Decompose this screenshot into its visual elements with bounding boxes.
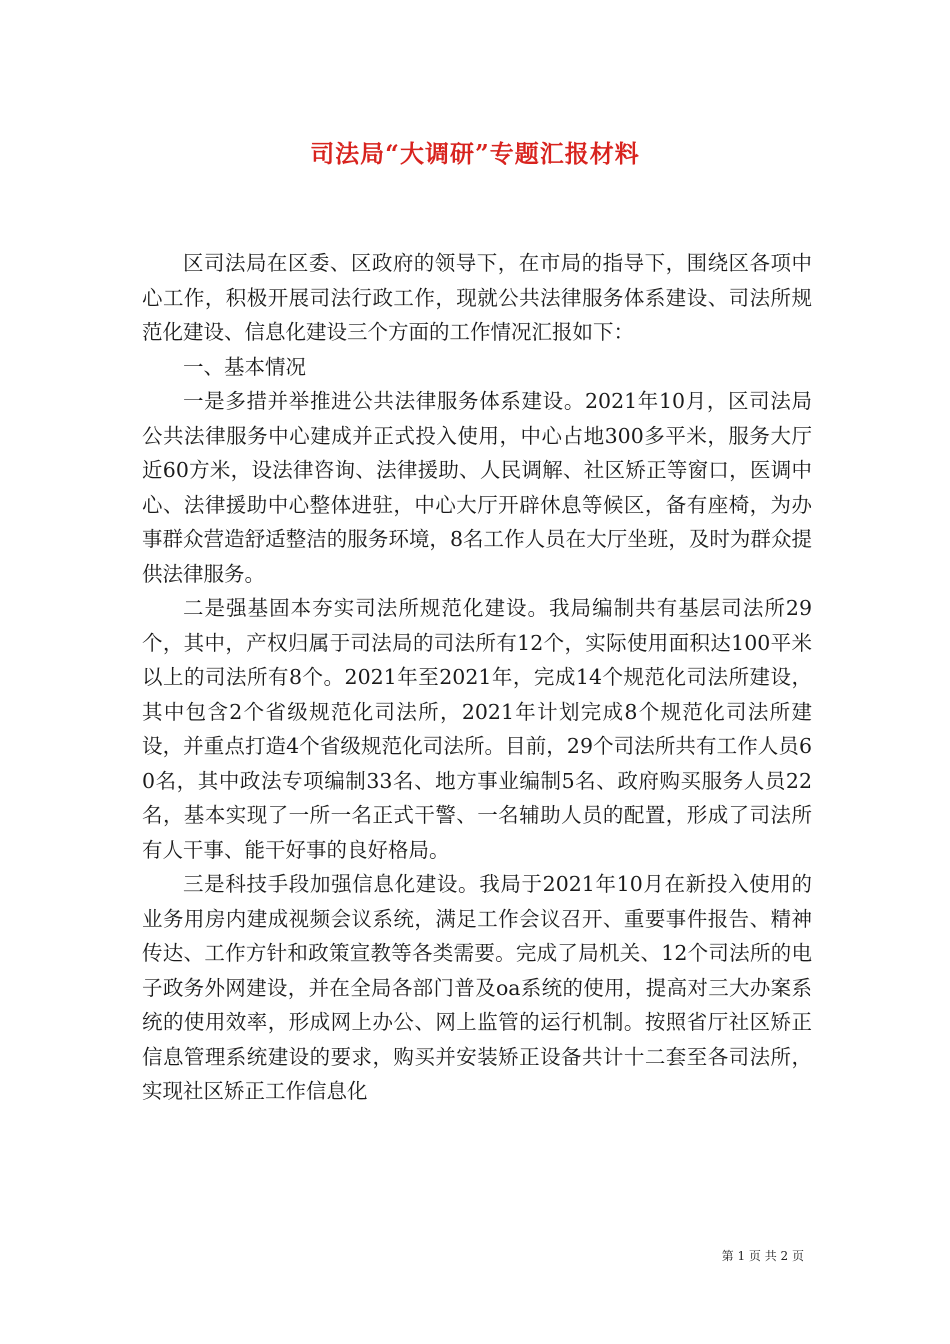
paragraph-public-legal-service: 一是多措并举推进公共法律服务体系建设。2021年10月，区司法局公共法律服务中心建成并正式投入使用，中心占地300多平米，服务大厅近60方米，设法律咨询、法律援助、人民调解、社区矫正等窗口，医调中心、法律援助中心整体进驻，中心大厅开辟休息等候区，备有座椅，为办事群众营造舒适整洁的服务环境，8名工作人员在大厅坐班，及时为群众提供法律服务。 [142,389,812,586]
paragraph-intro: 区司法局在区委、区政府的领导下，在市局的指导下，围绕区各项中心工作，积极开展司法行政工作，现就公共法律服务体系建设、司法所规范化建设、信息化建设三个方面的工作情况汇报如下： [142,251,812,344]
section-heading-basic-situation: 一、基本情况 [183,354,306,379]
paragraph-informatization: 三是科技手段加强信息化建设。我局于2021年10月在新投入使用的业务用房内建成视频会议系统，满足工作会议召开、重要事件报告、精神传达、工作方针和政策宣教等各类需要。完成了局机关、12个司法所的电子政务外网建设，并在全局各部门普及oa系统的使用，提高对三大办案系统的使用效率，形成网上办公、网上监管的运行机制。按照省厅社区矫正信息管理系统建设的要求，购买并安装矫正设备共计十二套至各司法所，实现社区矫正工作信息化 [142,872,812,1103]
page-number-footer: 第 1 页 共 2 页 [721,1249,804,1263]
document-body [142,246,812,1109]
document-title: 司法局“大调研”专题汇报材料 [310,139,640,168]
paragraph-judicial-office-standardization: 二是强基固本夯实司法所规范化建设。我局编制共有基层司法所29个，其中，产权归属于司法局的司法所有12个，实际使用面积达100平米以上的司法所有8个。2021年至2021年，完成14个规范化司法所建设，其中包含2个省级规范化司法所，2021年计划完成8个规范化司法所建设，并重点打造4个省级规范化司法所。目前，29个司法所共有工作人员60名，其中政法专项编制33名、地方事业编制5名、政府购买服务人员22名，基本实现了一所一名正式干警、一名辅助人员的配置，形成了司法所有人干事、能干好事的良好格局。 [142,596,812,862]
